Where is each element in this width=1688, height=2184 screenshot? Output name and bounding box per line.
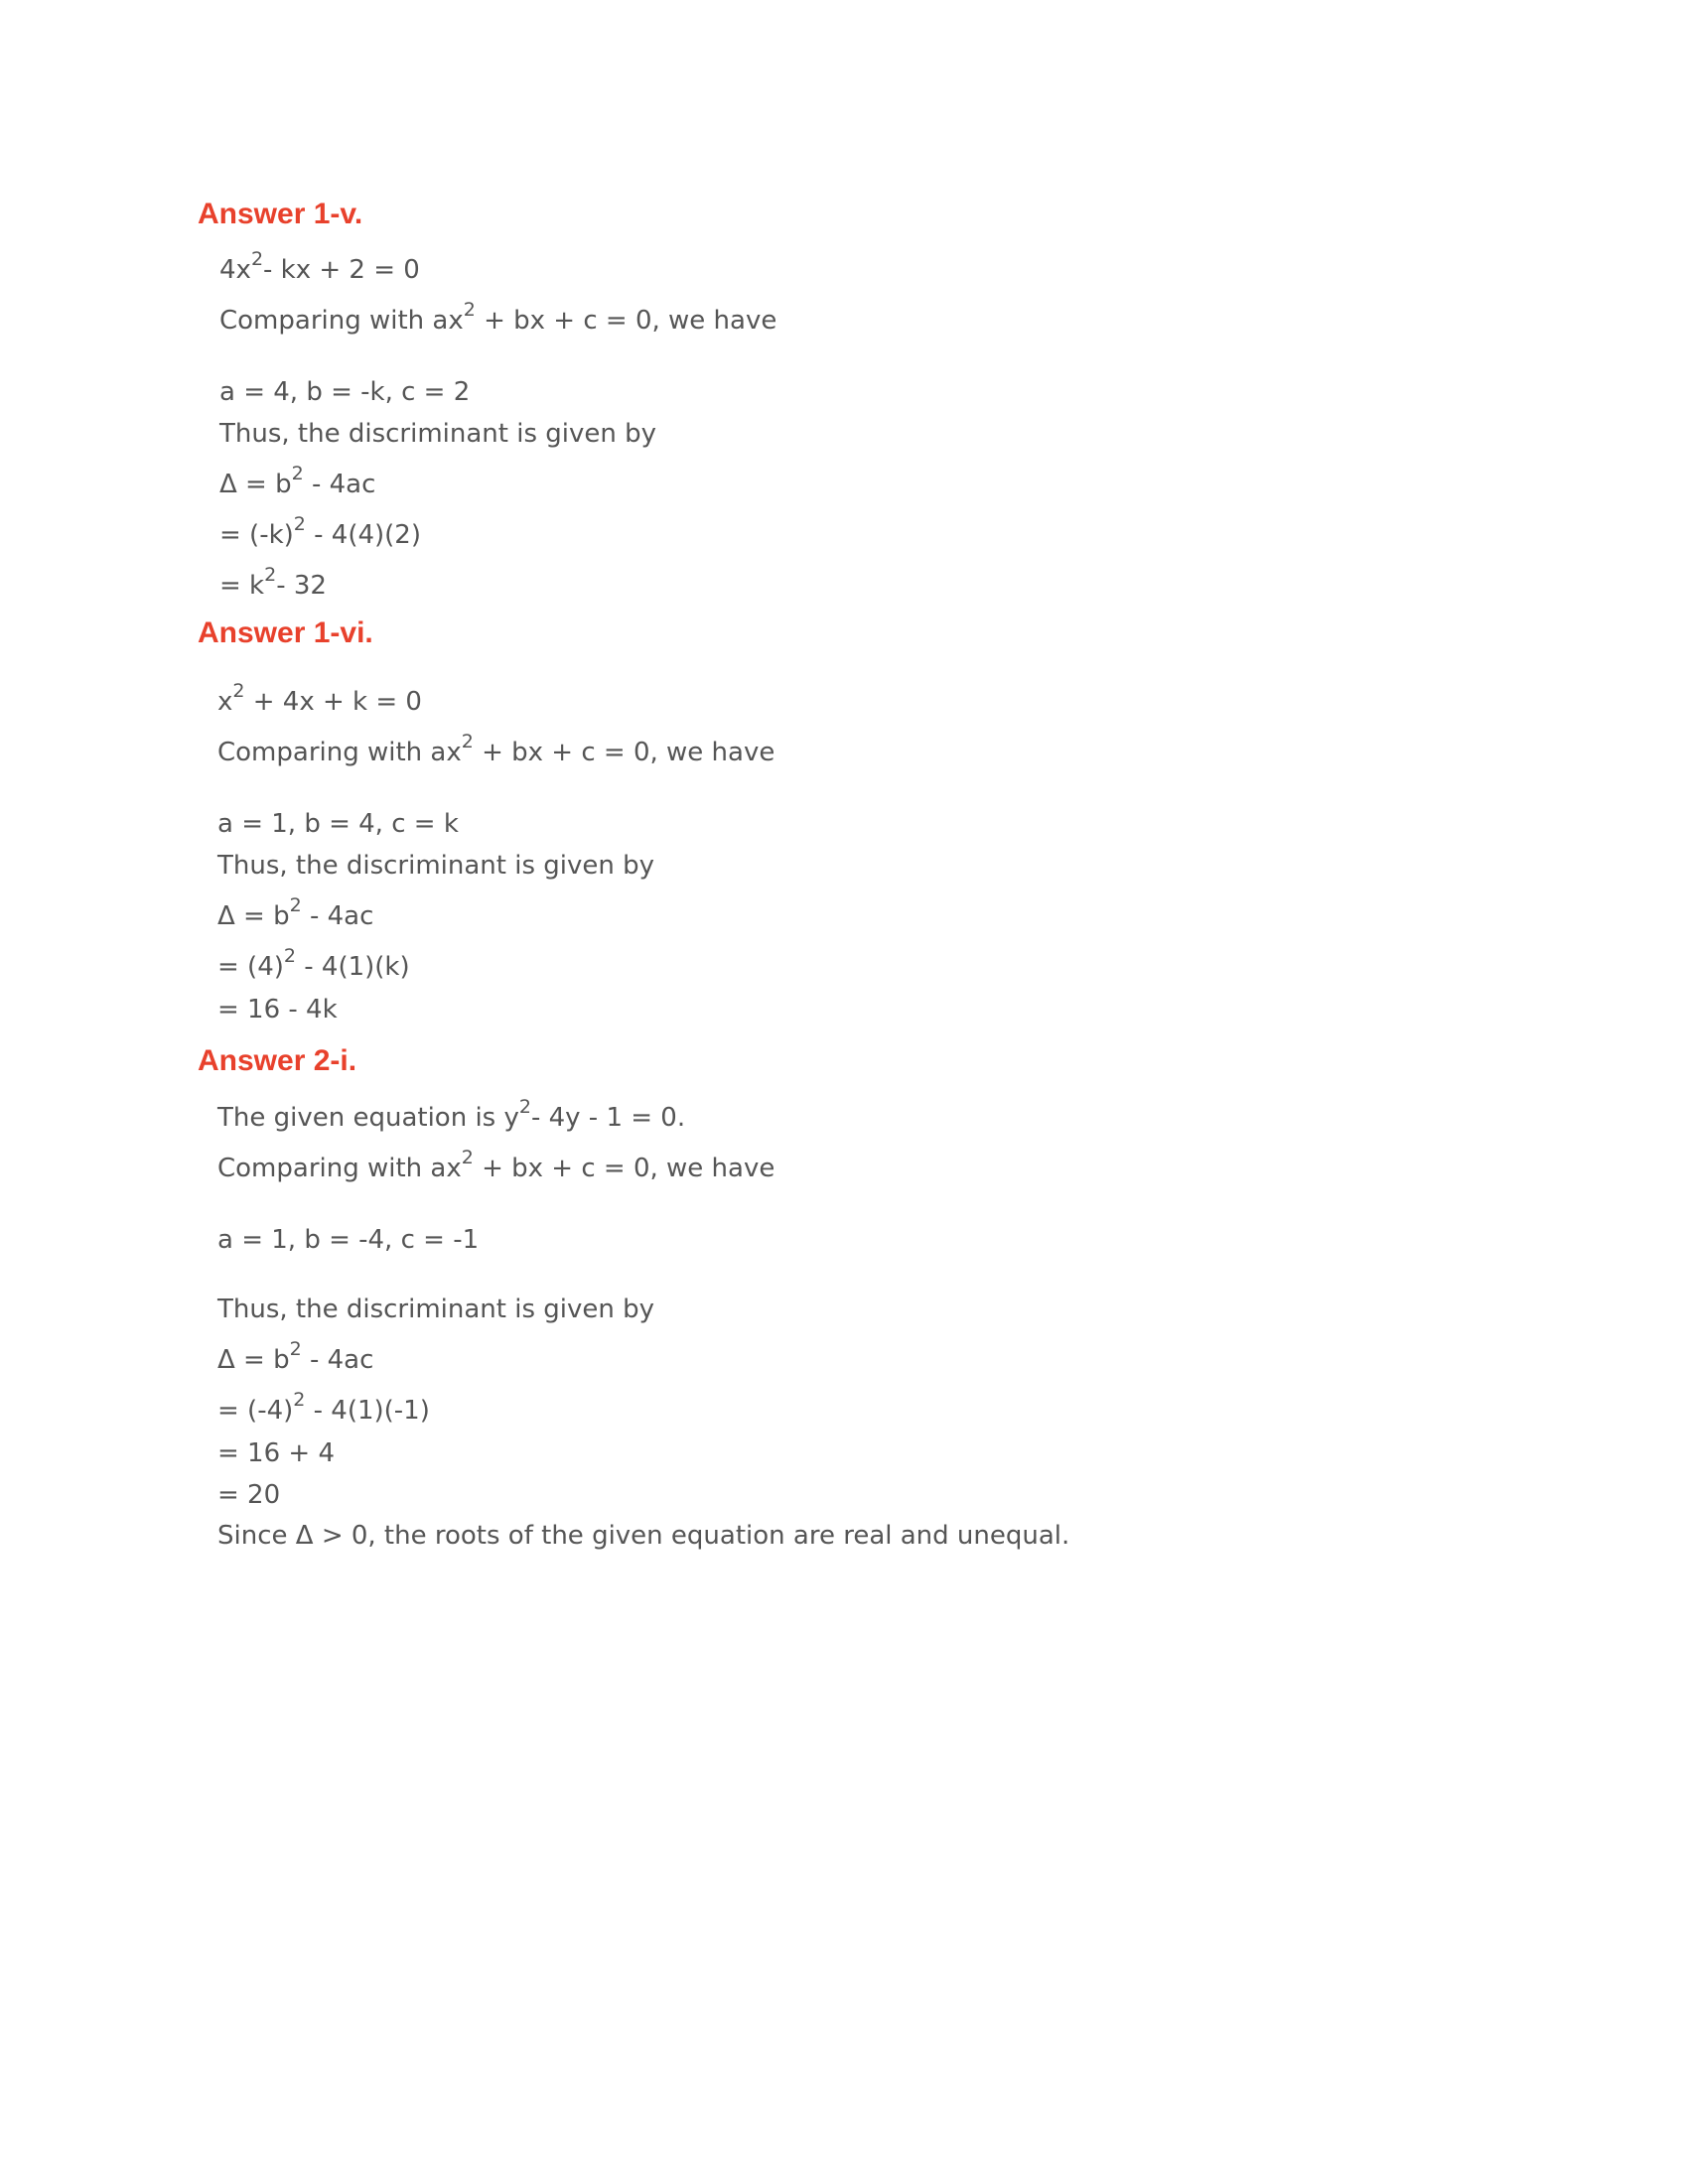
discriminant-formula-line: $\Delta = b^2 - 4ac$ xyxy=(219,463,376,499)
given-equation-line: The given equation is $y^2-$ 4y - 1 = 0. xyxy=(217,1096,686,1133)
equation-line: $x^2 + 4x + k = 0$ xyxy=(217,680,422,717)
substitution-line: = $(4)^2 - 4(1)(k)$ xyxy=(217,945,410,982)
sum-line: = 16 + 4 xyxy=(217,1438,335,1468)
substitution-line: = $(-k)^2 - 4(4)(2)$ xyxy=(219,513,421,550)
coefficients-line: a = 4, b = -k, c = 2 xyxy=(219,377,471,407)
answer-heading: Answer 1-vi. xyxy=(198,616,373,649)
result-line: = 20 xyxy=(217,1480,281,1510)
comparison-line: Comparing with $ax^2$ + bx + c = 0, we have xyxy=(219,299,777,336)
substitution-line: = $(-4)^2 - 4(1)(-1)$ xyxy=(217,1389,430,1426)
comparison-line: Comparing with $ax^2$ + bx + c = 0, we have xyxy=(217,1147,775,1183)
answer-heading: Answer 1-v. xyxy=(198,198,363,230)
result-line: = $k^2-$ 32 xyxy=(219,564,327,601)
discriminant-intro-line: Thus, the discriminant is given by xyxy=(217,1295,655,1324)
conclusion-line: Since Δ > 0, the roots of the given equation are real and unequal. xyxy=(217,1521,1070,1551)
discriminant-formula-line: $\Delta = b^2 - 4ac$ xyxy=(217,894,374,931)
coefficients-line: a = 1, b = -4, c = -1 xyxy=(217,1225,480,1255)
discriminant-formula-line: $\Delta = b^2 - 4ac$ xyxy=(217,1338,374,1375)
comparison-line: Comparing with $ax^2$ + bx + c = 0, we have xyxy=(217,731,775,767)
answer-heading: Answer 2-i. xyxy=(198,1044,357,1077)
discriminant-intro-line: Thus, the discriminant is given by xyxy=(217,851,655,881)
coefficients-line: a = 1, b = 4, c = k xyxy=(217,809,459,839)
equation-line: $4x^2-$ kx + 2 = 0 xyxy=(219,248,420,285)
discriminant-intro-line: Thus, the discriminant is given by xyxy=(219,419,657,449)
result-line: = 16 - 4k xyxy=(217,995,338,1024)
